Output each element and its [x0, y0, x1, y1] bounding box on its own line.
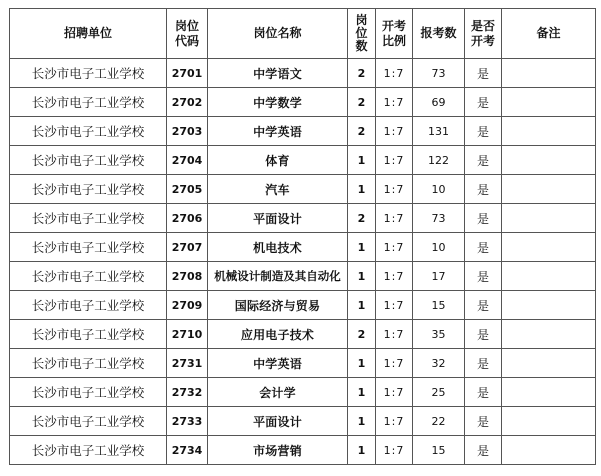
table-row — [10, 204, 596, 233]
cell-open: 是 — [465, 59, 502, 88]
cell-post: 体育 — [208, 146, 348, 175]
cell-applicants: 22 — [413, 407, 465, 436]
cell-open: 是 — [465, 233, 502, 262]
cell-ratio: 1:7 — [376, 407, 413, 436]
cell-applicants: 10 — [413, 233, 465, 262]
table-row — [10, 88, 596, 117]
cell-unit: 长沙市电子工业学校 — [10, 378, 167, 407]
cell-ratio: 1:7 — [376, 233, 413, 262]
cell-applicants: 73 — [413, 204, 465, 233]
cell-unit: 长沙市电子工业学校 — [10, 117, 167, 146]
table-row — [10, 436, 596, 465]
table-row — [10, 146, 596, 175]
cell-applicants: 73 — [413, 59, 465, 88]
cell-note — [502, 204, 596, 233]
cell-applicants: 17 — [413, 262, 465, 291]
cell-note — [502, 233, 596, 262]
cell-applicants: 32 — [413, 349, 465, 378]
header-count: 岗位数 — [348, 9, 376, 59]
cell-code: 2734 — [167, 436, 208, 465]
cell-open: 是 — [465, 262, 502, 291]
cell-note — [502, 407, 596, 436]
cell-count: 2 — [348, 320, 376, 349]
cell-code: 2703 — [167, 117, 208, 146]
cell-ratio: 1:7 — [376, 146, 413, 175]
table-body — [10, 59, 596, 465]
table-row — [10, 59, 596, 88]
cell-count: 1 — [348, 407, 376, 436]
cell-unit: 长沙市电子工业学校 — [10, 320, 167, 349]
cell-applicants: 131 — [413, 117, 465, 146]
header-row — [10, 9, 596, 59]
recruitment-table-sheet — [9, 8, 595, 465]
cell-code: 2708 — [167, 262, 208, 291]
table-header — [10, 9, 596, 59]
cell-applicants: 25 — [413, 378, 465, 407]
cell-note — [502, 291, 596, 320]
cell-count: 1 — [348, 233, 376, 262]
table-row — [10, 378, 596, 407]
cell-unit: 长沙市电子工业学校 — [10, 349, 167, 378]
cell-count: 1 — [348, 349, 376, 378]
cell-open: 是 — [465, 436, 502, 465]
cell-note — [502, 117, 596, 146]
cell-unit: 长沙市电子工业学校 — [10, 233, 167, 262]
cell-post: 机电技术 — [208, 233, 348, 262]
cell-open: 是 — [465, 204, 502, 233]
cell-count: 2 — [348, 59, 376, 88]
cell-count: 2 — [348, 88, 376, 117]
cell-open: 是 — [465, 349, 502, 378]
header-code: 岗位代码 — [167, 9, 208, 59]
table-row — [10, 117, 596, 146]
cell-code: 2710 — [167, 320, 208, 349]
cell-count: 1 — [348, 436, 376, 465]
cell-ratio: 1:7 — [376, 59, 413, 88]
cell-ratio: 1:7 — [376, 349, 413, 378]
cell-post: 机械设计制造及其自动化 — [208, 262, 348, 291]
cell-post: 平面设计 — [208, 407, 348, 436]
recruitment-table — [9, 8, 596, 465]
header-ratio: 开考比例 — [376, 9, 413, 59]
cell-count: 1 — [348, 291, 376, 320]
cell-applicants: 35 — [413, 320, 465, 349]
cell-post: 会计学 — [208, 378, 348, 407]
cell-unit: 长沙市电子工业学校 — [10, 436, 167, 465]
cell-note — [502, 320, 596, 349]
cell-unit: 长沙市电子工业学校 — [10, 88, 167, 117]
cell-count: 2 — [348, 117, 376, 146]
cell-applicants: 15 — [413, 291, 465, 320]
cell-count: 1 — [348, 146, 376, 175]
table-row — [10, 320, 596, 349]
cell-unit: 长沙市电子工业学校 — [10, 59, 167, 88]
cell-post: 中学语文 — [208, 59, 348, 88]
cell-post: 中学英语 — [208, 349, 348, 378]
cell-open: 是 — [465, 407, 502, 436]
cell-count: 1 — [348, 175, 376, 204]
cell-code: 2704 — [167, 146, 208, 175]
cell-ratio: 1:7 — [376, 88, 413, 117]
cell-open: 是 — [465, 88, 502, 117]
cell-note — [502, 436, 596, 465]
cell-unit: 长沙市电子工业学校 — [10, 291, 167, 320]
cell-note — [502, 175, 596, 204]
table-row — [10, 291, 596, 320]
cell-code: 2732 — [167, 378, 208, 407]
cell-ratio: 1:7 — [376, 117, 413, 146]
header-note: 备注 — [502, 9, 596, 59]
cell-post: 中学数学 — [208, 88, 348, 117]
cell-open: 是 — [465, 291, 502, 320]
cell-post: 汽车 — [208, 175, 348, 204]
cell-unit: 长沙市电子工业学校 — [10, 407, 167, 436]
cell-note — [502, 349, 596, 378]
cell-note — [502, 146, 596, 175]
cell-ratio: 1:7 — [376, 262, 413, 291]
cell-unit: 长沙市电子工业学校 — [10, 146, 167, 175]
cell-ratio: 1:7 — [376, 204, 413, 233]
cell-ratio: 1:7 — [376, 291, 413, 320]
cell-note — [502, 88, 596, 117]
cell-applicants: 122 — [413, 146, 465, 175]
header-unit: 招聘单位 — [10, 9, 167, 59]
cell-code: 2709 — [167, 291, 208, 320]
cell-ratio: 1:7 — [376, 378, 413, 407]
cell-note — [502, 59, 596, 88]
cell-applicants: 69 — [413, 88, 465, 117]
table-row — [10, 262, 596, 291]
table-row — [10, 407, 596, 436]
table-row — [10, 233, 596, 262]
cell-code: 2733 — [167, 407, 208, 436]
cell-post: 中学英语 — [208, 117, 348, 146]
cell-open: 是 — [465, 320, 502, 349]
table-row — [10, 349, 596, 378]
cell-code: 2705 — [167, 175, 208, 204]
cell-open: 是 — [465, 175, 502, 204]
cell-count: 2 — [348, 204, 376, 233]
cell-count: 1 — [348, 378, 376, 407]
cell-open: 是 — [465, 117, 502, 146]
header-post: 岗位名称 — [208, 9, 348, 59]
cell-unit: 长沙市电子工业学校 — [10, 262, 167, 291]
cell-count: 1 — [348, 262, 376, 291]
cell-code: 2707 — [167, 233, 208, 262]
cell-code: 2702 — [167, 88, 208, 117]
cell-applicants: 15 — [413, 436, 465, 465]
cell-ratio: 1:7 — [376, 436, 413, 465]
table-row — [10, 175, 596, 204]
cell-code: 2701 — [167, 59, 208, 88]
cell-ratio: 1:7 — [376, 175, 413, 204]
cell-applicants: 10 — [413, 175, 465, 204]
cell-open: 是 — [465, 146, 502, 175]
cell-note — [502, 262, 596, 291]
cell-code: 2706 — [167, 204, 208, 233]
cell-post: 应用电子技术 — [208, 320, 348, 349]
cell-unit: 长沙市电子工业学校 — [10, 204, 167, 233]
header-applicants: 报考数 — [413, 9, 465, 59]
cell-unit: 长沙市电子工业学校 — [10, 175, 167, 204]
header-open: 是否开考 — [465, 9, 502, 59]
cell-open: 是 — [465, 378, 502, 407]
cell-post: 国际经济与贸易 — [208, 291, 348, 320]
cell-post: 平面设计 — [208, 204, 348, 233]
cell-note — [502, 378, 596, 407]
cell-post: 市场营销 — [208, 436, 348, 465]
cell-ratio: 1:7 — [376, 320, 413, 349]
cell-code: 2731 — [167, 349, 208, 378]
